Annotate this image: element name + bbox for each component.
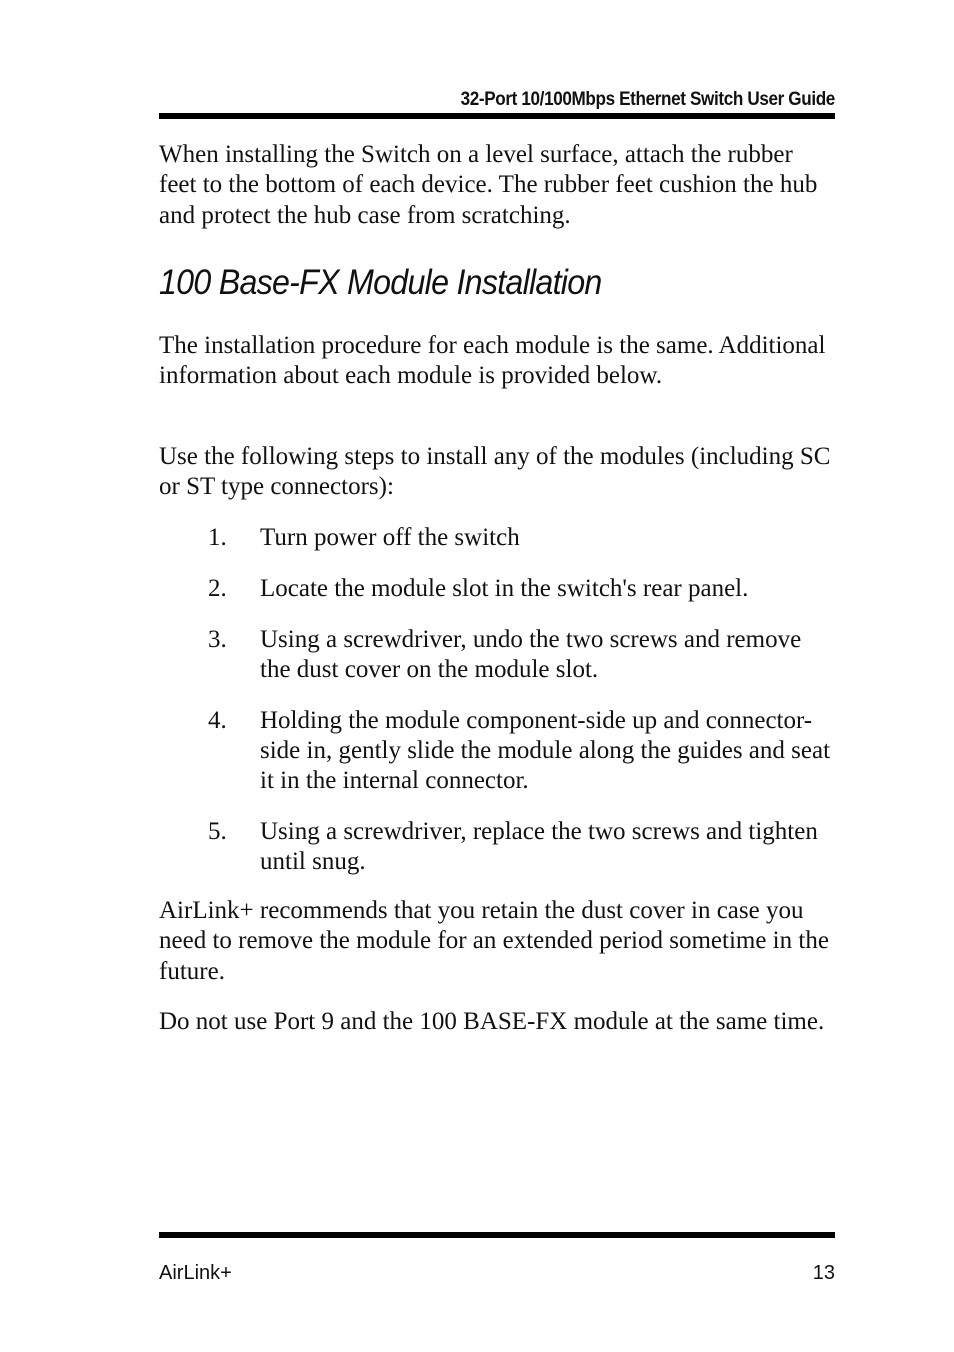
steps-intro-paragraph: Use the following steps to install any of the modules (including SC or ST type connectors): bbox=[159, 443, 831, 501]
list-item bbox=[159, 625, 835, 686]
footer-rule bbox=[159, 1232, 835, 1238]
recommendation-paragraph: AirLink+ recommends that you retain the dust cover in case you need to remove the module for an extended period sometime in the future. bbox=[159, 897, 829, 985]
step-number: 4. bbox=[208, 706, 227, 734]
step-number: 2. bbox=[208, 574, 227, 602]
step-text: Locate the module slot in the switch's rear panel. bbox=[260, 574, 749, 602]
running-header: 32-Port 10/100Mbps Ethernet Switch User Guide bbox=[460, 89, 835, 110]
step-number: 3. bbox=[208, 625, 227, 653]
list-item bbox=[159, 523, 835, 553]
section-heading: 100 Base-FX Module Installation bbox=[159, 263, 602, 302]
procedure-paragraph: The installation procedure for each module is the same. Additional information about each module is provided below. bbox=[159, 332, 826, 390]
step-text: Turn power off the switch bbox=[260, 524, 520, 551]
warning-paragraph: Do not use Port 9 and the 100 BASE-FX module at the same time. bbox=[159, 1008, 825, 1035]
step-number: 1. bbox=[208, 524, 227, 551]
intro-paragraph: When installing the Switch on a level surface, attach the rubber feet to the bottom of each device. The rubber feet cushion the hub and protect the hub case from scratching. bbox=[159, 141, 818, 229]
footer-brand: AirLink+ bbox=[159, 1262, 232, 1284]
step-number: 5. bbox=[208, 818, 227, 846]
page-number: 13 bbox=[812, 1262, 835, 1284]
installation-steps-list bbox=[159, 523, 835, 898]
document-page bbox=[159, 0, 835, 1352]
list-item bbox=[159, 706, 835, 797]
step-text: Holding the module component-side up and connector-side in, gently slide the module along the guides and seat it in the internal connector. bbox=[260, 706, 831, 795]
list-item bbox=[159, 574, 835, 604]
header-rule bbox=[159, 113, 835, 119]
list-item bbox=[159, 817, 835, 878]
step-text: Using a screwdriver, replace the two screws and tighten until snug. bbox=[260, 818, 818, 876]
step-text: Using a screwdriver, undo the two screws and remove the dust cover on the module slot. bbox=[260, 625, 802, 683]
